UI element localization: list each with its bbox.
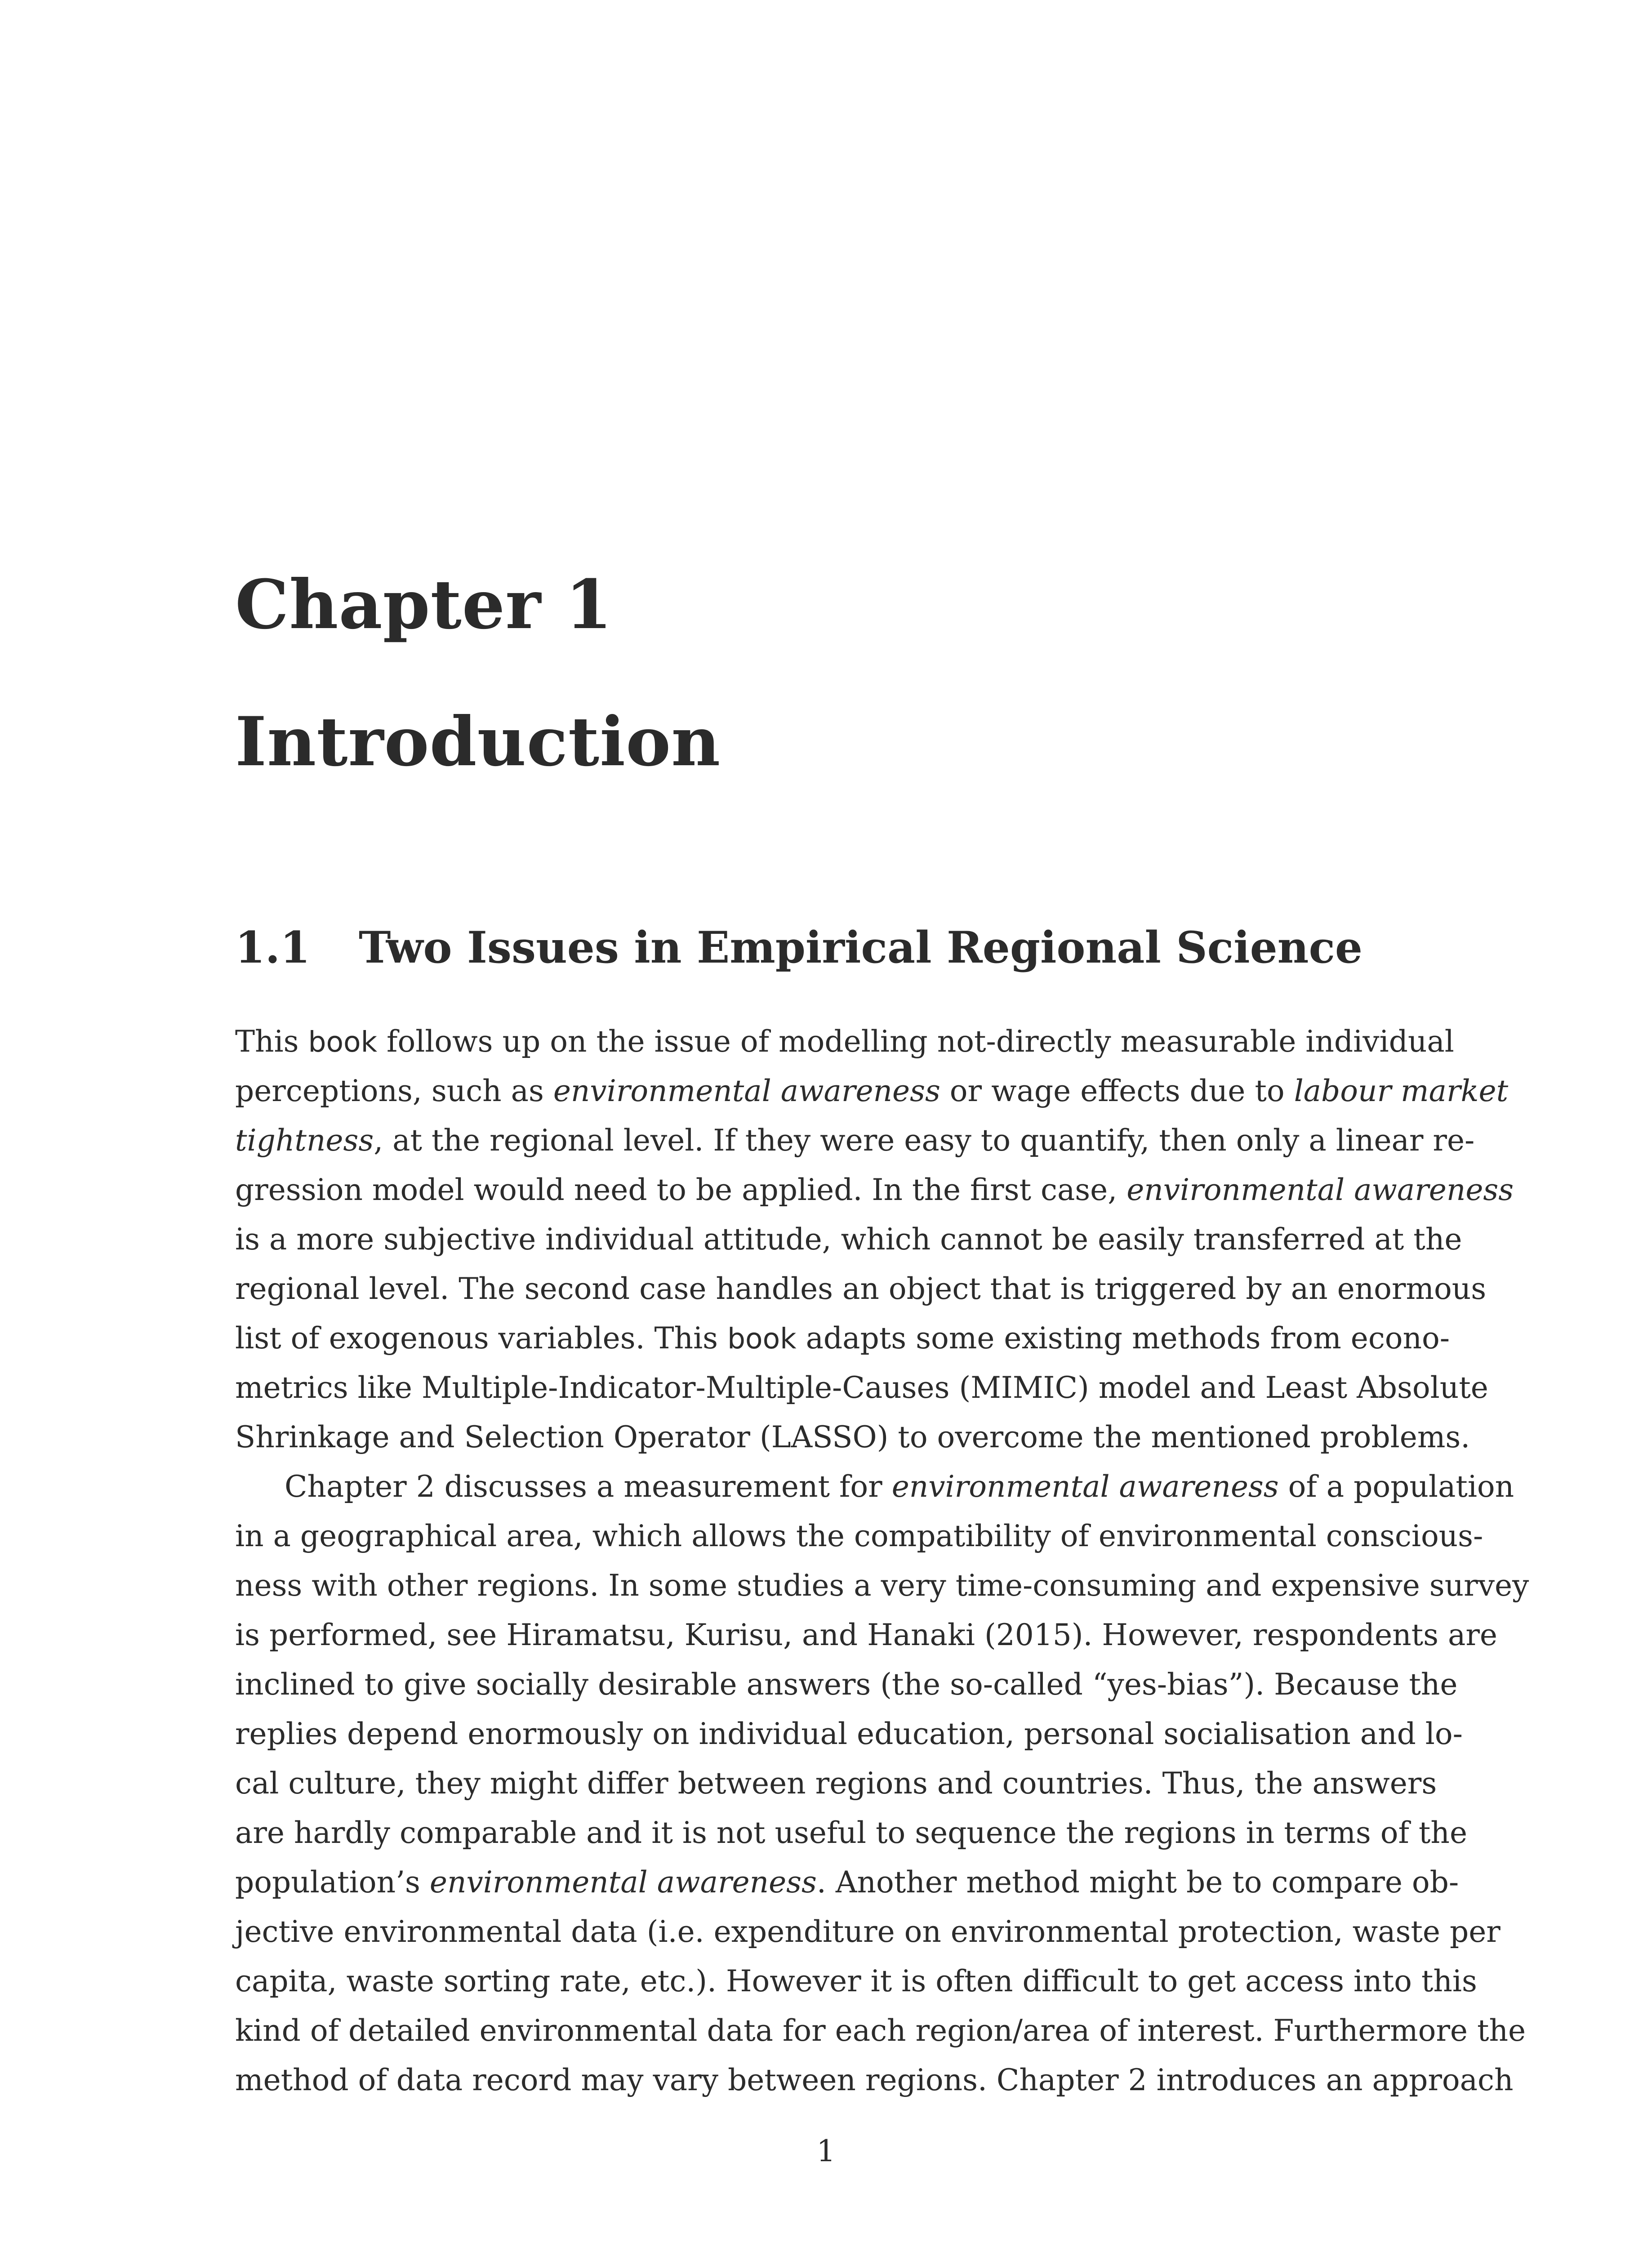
text-line: inclined to give socially desirable answers (the so-called “yes-bias”). Because the: [235, 1667, 1458, 1702]
text-line: method of data record may vary between regions. Chapter 2 introduces an approach: [235, 2063, 1514, 2097]
text-line: cal culture, they might differ between regions and countries. Thus, the answers: [235, 1766, 1437, 1801]
text-line: Shrinkage and Selection Operator (LASSO) to overcome the mentioned problems.: [235, 1420, 1470, 1454]
text-line: list of exogenous variables. This book adapts some existing methods from econo-: [235, 1321, 1450, 1356]
text-line: kind of detailed environmental data for each region/area of interest. Furthermore the: [235, 2013, 1526, 2048]
section-title: Two Issues in Empirical Regional Science: [359, 922, 1363, 973]
text-line: metrics like Multiple-Indicator-Multiple-Causes (MIMIC) model and Least Absolute: [235, 1370, 1488, 1405]
text-line: jective environmental data (i.e. expenditure on environmental protection, waste per: [235, 1914, 1501, 1949]
text-line: is performed, see Hiramatsu, Kurisu, and Hanaki (2015). However, respondents are: [235, 1618, 1497, 1652]
text-line: This book follows up on the issue of modelling not-directly measurable individual: [235, 1024, 1454, 1059]
body-text: [235, 1017, 1529, 2105]
text-line: tightness, at the regional level. If they were easy to quantify, then only a linear re-: [235, 1123, 1475, 1158]
text-line: regional level. The second case handles an object that is triggered by an enormous: [235, 1271, 1487, 1306]
section-heading: [235, 922, 1363, 973]
chapter-label: Chapter 1: [235, 565, 613, 644]
text-line: is a more subjective individual attitude, which cannot be easily transferred at the: [235, 1222, 1462, 1257]
text-line: Chapter 2 discusses a measurement for environmental awareness of a population: [285, 1469, 1514, 1504]
text-line: ness with other regions. In some studies a very time-consuming and expensive survey: [235, 1568, 1529, 1603]
text-line: in a geographical area, which allows the compatibility of environmental conscious-: [235, 1519, 1483, 1553]
text-line: are hardly comparable and it is not useful to sequence the regions in terms of the: [235, 1815, 1467, 1850]
page-number: 1: [816, 2134, 836, 2168]
text-line: gression model would need to be applied. In the first case, environmental awareness: [235, 1173, 1514, 1207]
text-line: replies depend enormously on individual education, personal socialisation and lo-: [235, 1717, 1463, 1751]
text-line: capita, waste sorting rate, etc.). However it is often difficult to get access into this: [235, 1964, 1477, 1998]
text-line: population’s environmental awareness. Another method might be to compare ob-: [235, 1865, 1459, 1900]
chapter-title: Introduction: [235, 702, 721, 781]
section-number: 1.1: [235, 922, 311, 973]
text-line: perceptions, such as environmental awareness or wage effects due to labour market: [235, 1074, 1509, 1108]
